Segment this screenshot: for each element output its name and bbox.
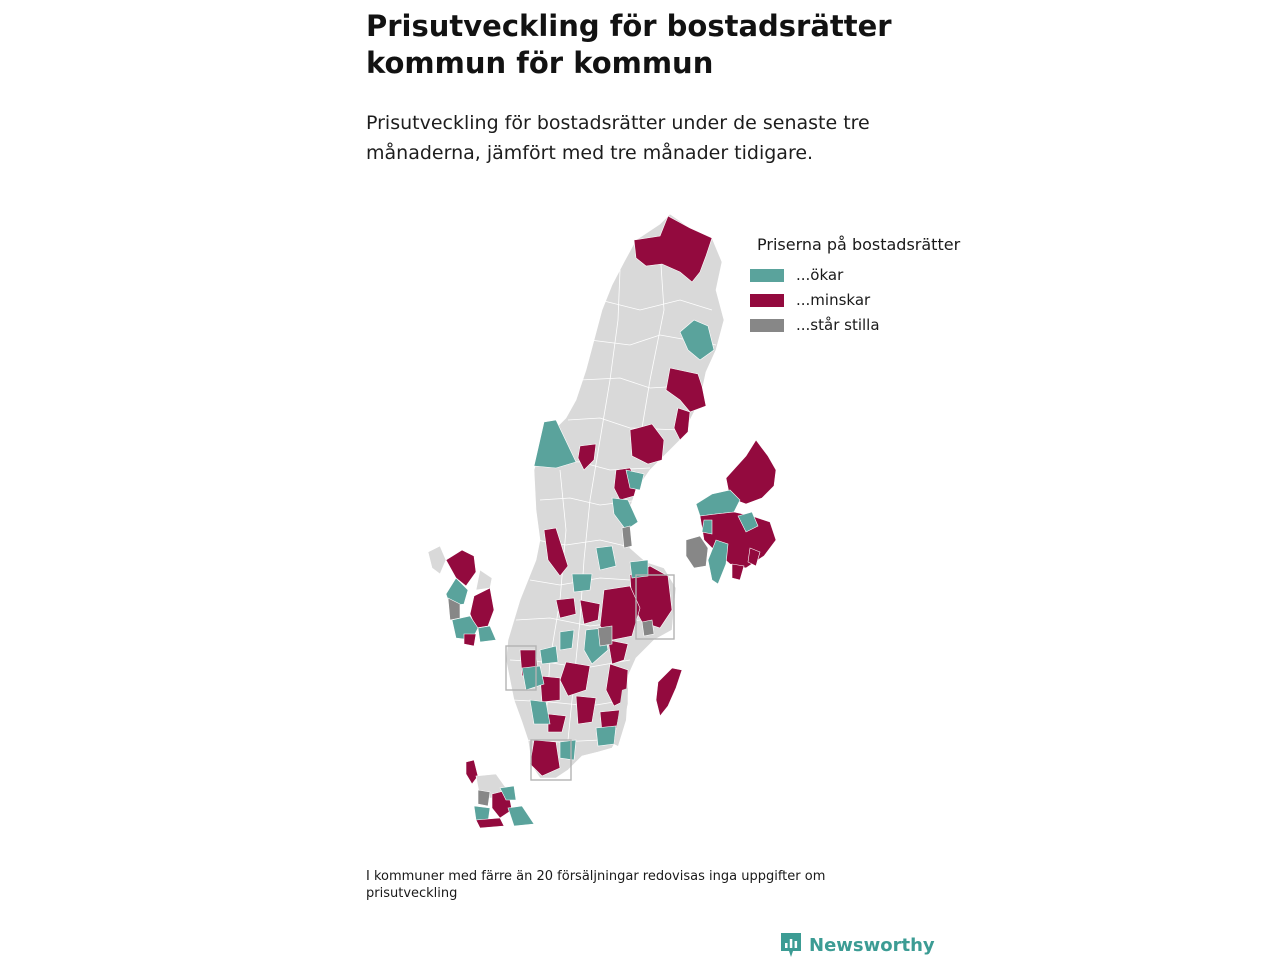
legend-item-okar [750, 263, 960, 287]
legend-swatch-okar [750, 269, 784, 282]
legend-swatch-minskar [750, 294, 784, 307]
map-layer [428, 214, 776, 828]
newsworthy-logo-icon [780, 932, 802, 958]
page-subtitle: Prisutveckling för bostadsrätter under de senaste tre månaderna, jämfört med tre månader tidigare. [366, 112, 870, 164]
goteborg-inset [428, 546, 496, 646]
legend-label-star-stilla: ...står stilla [796, 316, 880, 334]
stockholm-inset [686, 440, 776, 584]
malmo-inset [466, 760, 534, 828]
page-title: Prisutveckling för bostadsrätter kommun för kommun [366, 9, 892, 80]
legend-swatch-star-stilla [750, 319, 784, 332]
gotland [656, 668, 682, 716]
brand-name: Newsworthy [809, 934, 935, 956]
legend-label-minskar: ...minskar [796, 291, 871, 309]
legend-label-okar: ...ökar [796, 266, 844, 284]
legend-title: Priserna på bostadsrätter [757, 235, 961, 254]
legend-item-star-stilla [750, 313, 960, 337]
map-legend [750, 234, 960, 338]
footnote: I kommuner med färre än 20 försäljningar redovisas inga uppgifter om prisutveckling [366, 869, 826, 901]
brand[interactable] [780, 932, 935, 958]
legend-item-minskar [750, 288, 960, 312]
